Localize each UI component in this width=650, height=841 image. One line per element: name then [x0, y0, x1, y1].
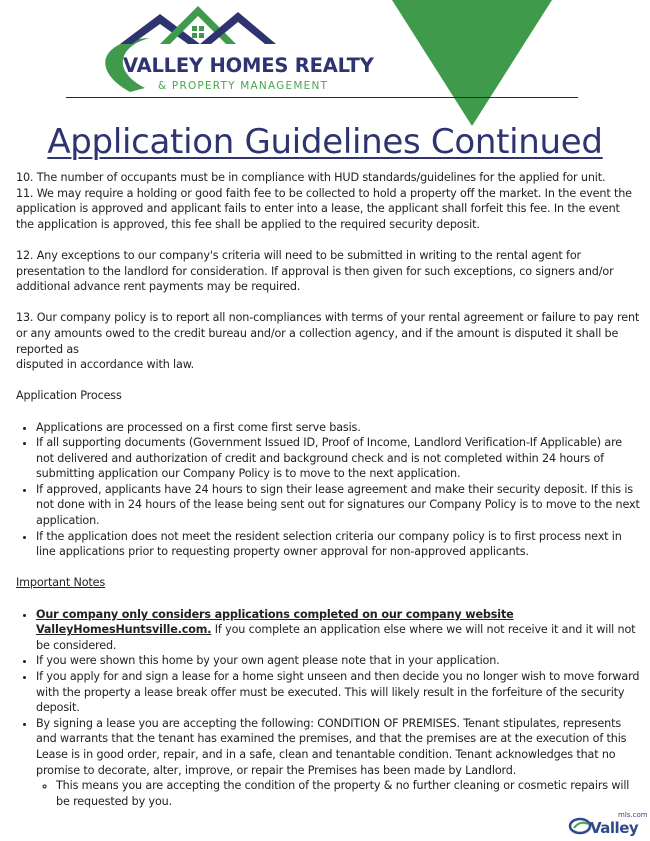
list-item: • Applications are processed on a first come first serve basis. — [36, 420, 640, 436]
list-item: • If all supporting documents (Government Issued ID, Proof of Income, Landlord Verification-If Applicable) are not delivered and authorization of credit and background check and is not completed within 24 hours of submitting application our Company Policy is to move to the next application. — [36, 435, 640, 482]
application-process-list — [16, 420, 640, 560]
application-process-heading: Application Process — [16, 389, 122, 403]
important-notes-list — [16, 607, 640, 810]
paragraph-13: 13. Our company policy is to report all non-compliances with terms of your rental agreement or failure to pay rent or any amounts owed to the credit bureau and/or a collection agency, and if the amount is disputed it shall be reported as — [16, 311, 640, 356]
header-divider — [66, 97, 578, 98]
valley-mls-icon — [568, 814, 592, 838]
green-triangle-decoration — [392, 0, 552, 126]
paragraph-13-continued: disputed in accordance with law. — [16, 358, 195, 372]
brand-tagline: & PROPERTY MANAGEMENT — [158, 80, 329, 92]
condition-sub-list — [36, 778, 640, 809]
important-notes-heading: Important Notes — [16, 576, 106, 590]
logo-window — [199, 26, 204, 31]
list-item: • If approved, applicants have 24 hours to sign their lease agreement and make their security deposit. If this is not done with in 24 hours of the lease being sent out for signatures our Company Policy is to move to the next application. — [36, 482, 640, 529]
logo-window — [192, 33, 197, 38]
document-body — [16, 170, 640, 809]
page-title: Application Guidelines Continued — [47, 122, 603, 162]
valley-mls-domain: mls.com — [618, 811, 648, 819]
website-notice: Our company only considers applications completed on our company website ValleyHomesHuntsville.com. — [36, 607, 514, 637]
list-item: • If you were shown this home by your own agent please note that in your application. — [36, 653, 640, 669]
list-item — [36, 716, 640, 810]
paragraph-11: 11. We may require a holding or good faith fee to be collected to hold a property off the market. In the event the application is approved and applicant fails to enter into a lease, the applicant shall forfeit this fee. In the event the application is approved, this fee shall be applied to the required security deposit. — [16, 186, 632, 231]
paragraph-10: 10. The number of occupants must be in compliance with HUD standards/guidelines for the applied for unit. — [16, 171, 606, 184]
logo-window — [199, 33, 204, 38]
sub-list-item: ◦ This means you are accepting the condition of the property & no further cleaning or cosmetic repairs will be requested by you. — [56, 778, 640, 809]
list-item: • If the application does not meet the resident selection criteria our company policy is to first process next in line applications prior to requesting property owner approval for non-approved applicants. — [36, 529, 640, 560]
list-item — [36, 607, 640, 654]
valley-mls-word: Valley — [590, 819, 639, 837]
valley-mls-watermark — [566, 808, 650, 838]
list-item: • If you apply for and sign a lease for a home sight unseen and then decide you no longer wish to move forward with the property a lease break offer must be executed. This will likely result in the forfeiture of the security deposit. — [36, 669, 640, 716]
website-notice-detail: If you complete an application else where we will not receive it and it will not be considered. — [36, 623, 636, 652]
paragraph-12: 12. Any exceptions to our company's criteria will need to be submitted in writing to the rental agent for presentation to the landlord for consideration. If approval is then given for such exceptions, co signers and/or additional advance rent payments may be required. — [16, 248, 614, 294]
condition-of-premises-text: By signing a lease you are accepting the following: CONDITION OF PREMISES. Tenant stipulates, represents and warrants that the tenant has examined the premises, and that the premises are at the execution of this Lease is in good order, repair, and in a safe, clean and tenantable condition. Tenant acknowledges that no promise to decorate, alter, improve, or repair the Premises has been made by Landlord. — [36, 716, 627, 777]
brand-name: VALLEY HOMES REALTY — [123, 54, 374, 77]
logo-window — [192, 26, 197, 31]
